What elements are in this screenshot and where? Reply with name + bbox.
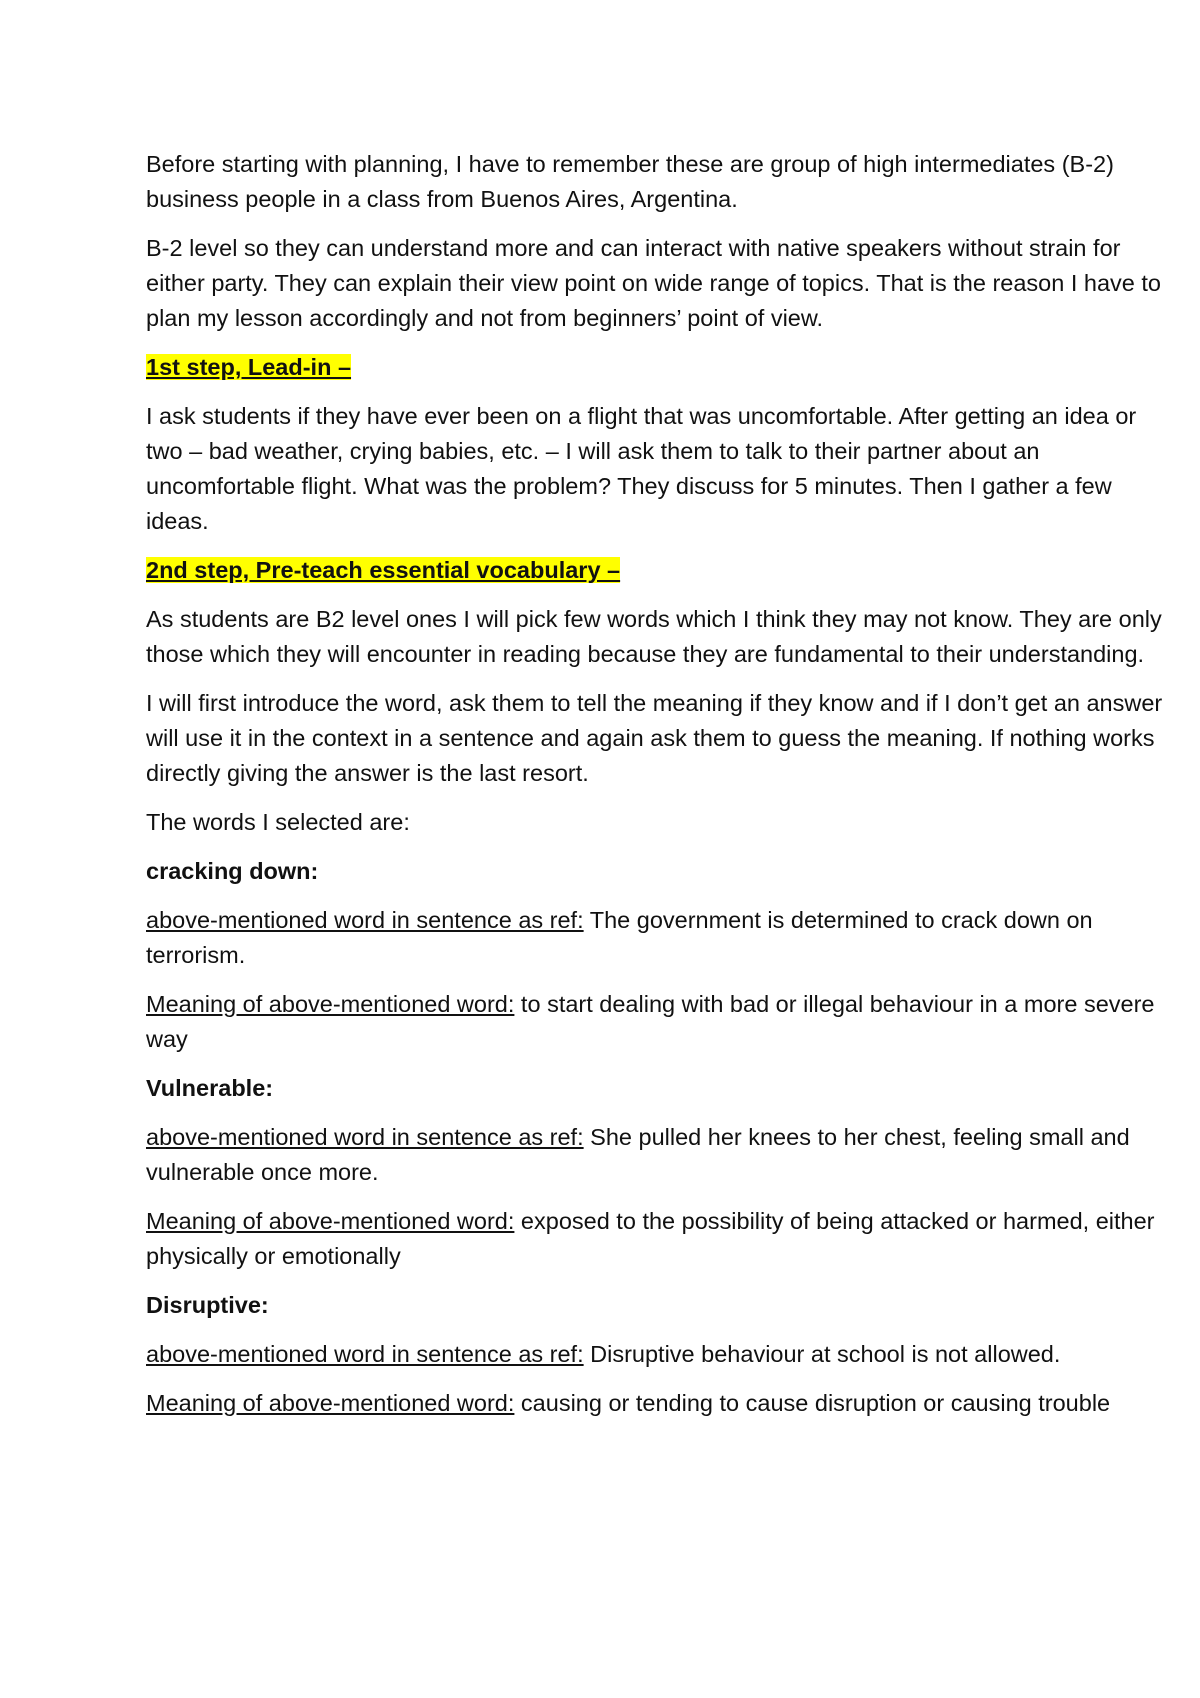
step2-paragraph: As students are B2 level ones I will pick few words which I think they may not know. They are only those which they will encounter in reading because they are fundamental to their understanding.	[146, 606, 1162, 667]
word-sentence	[146, 903, 1176, 973]
meaning-text: causing or tending to cause disruption or causing trouble	[514, 1390, 1111, 1416]
word-term: Disruptive:	[146, 1292, 269, 1318]
sentence-label: above-mentioned word in sentence as ref:	[146, 1341, 584, 1367]
meaning-label: Meaning of above-mentioned word:	[146, 991, 515, 1017]
word-term: Vulnerable:	[146, 1075, 274, 1101]
step2-heading	[146, 553, 1176, 588]
word-term: cracking down:	[146, 858, 319, 884]
document-body	[146, 147, 1176, 1435]
step2-heading-text: 2nd step, Pre-teach essential vocabulary –	[146, 557, 621, 583]
word-meaning	[146, 1386, 1176, 1421]
level-paragraph: B-2 level so they can understand more and can interact with native speakers without strain for either party. They can explain their view point on wide range of topics. That is the reason I have to plan my lesson accordingly and not from beginners’ point of view.	[146, 235, 1161, 331]
meaning-text: to start dealing with bad or illegal behaviour in a more severe way	[146, 991, 1155, 1052]
method-paragraph: I will first introduce the word, ask them to tell the meaning if they know and if I don’t get an answer will use it in the context in a sentence and again ask them to guess the meaning. If nothing works directly giving the answer is the last resort.	[146, 690, 1163, 786]
sentence-text: Disruptive behaviour at school is not allowed.	[583, 1341, 1061, 1367]
word-sentence	[146, 1120, 1176, 1190]
words-intro: The words I selected are:	[146, 809, 410, 835]
step1-paragraph: I ask students if they have ever been on a flight that was uncomfortable. After getting an idea or two – bad weather, crying babies, etc. – I will ask them to talk to their partner about an uncomfortable flight. What was the problem? They discuss for 5 minutes. Then I gather a few ideas.	[146, 403, 1137, 534]
sentence-label: above-mentioned word in sentence as ref:	[146, 907, 584, 933]
word-sentence	[146, 1337, 1176, 1372]
step1-heading-text: 1st step, Lead-in –	[146, 354, 352, 380]
step1-heading	[146, 350, 1176, 385]
meaning-text: exposed to the possibility of being attacked or harmed, either physically or emotionally	[146, 1208, 1155, 1269]
word-meaning	[146, 1204, 1176, 1274]
sentence-label: above-mentioned word in sentence as ref:	[146, 1124, 584, 1150]
meaning-label: Meaning of above-mentioned word:	[146, 1390, 515, 1416]
sentence-text: The government is determined to crack down on terrorism.	[146, 907, 1093, 968]
sentence-text: She pulled her knees to her chest, feeling small and vulnerable once more.	[146, 1124, 1130, 1185]
meaning-label: Meaning of above-mentioned word:	[146, 1208, 515, 1234]
word-meaning	[146, 987, 1176, 1057]
intro-paragraph: Before starting with planning, I have to remember these are group of high intermediates (B-2) business people in a class from Buenos Aires, Argentina.	[146, 151, 1114, 212]
